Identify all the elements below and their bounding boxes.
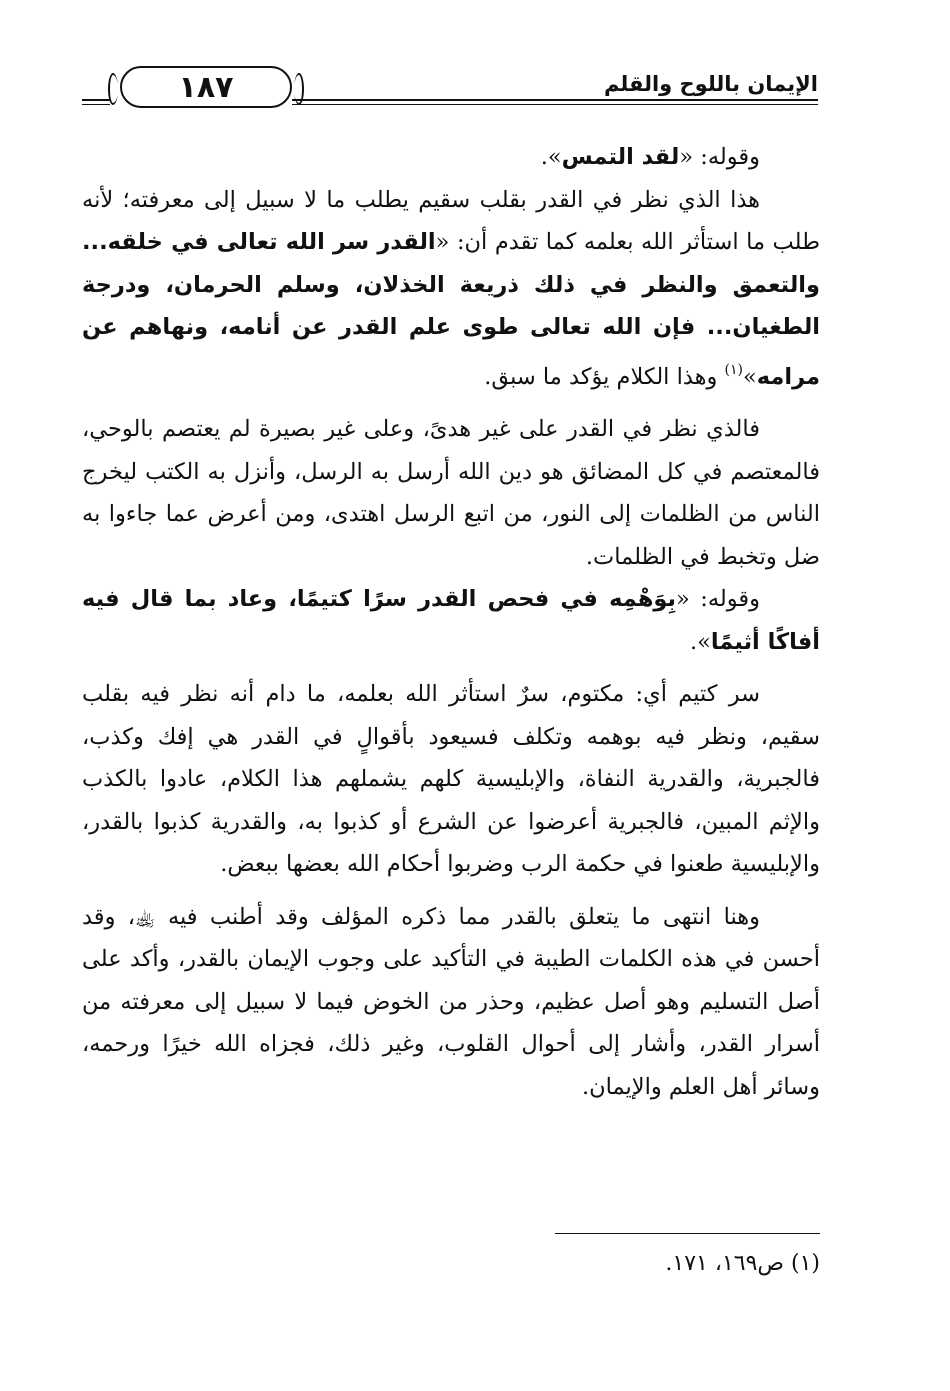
paragraph: فالذي نظر في القدر على غير هدىً، وعلى غير بصيرة لم يعتصم بالوحي، فالمعتصم في كل المضائق هو دين الله أرسل به الرسل، وأنزل به الكتب ليخرج الناس من الظلمات إلى النور، من اتبع الرسل اهتدى، ومن أعرض عما جاءوا به ضل وتخبط في الظلمات. — [82, 416, 820, 570]
running-title: الإيمان باللوح والقلم — [603, 72, 818, 96]
quoted-text: القدر سر الله تعالى في خلقه... والتعمق والنظر في ذلك ذريعة الخذلان، وسلم الحرمان، ودرجة الطغيان... فإن الله تعالى طوى علم القدر عن أنامه، ونهاهم عن مرامه — [82, 229, 820, 390]
paragraph: سر كتيم أي: مكتوم، سرٌ استأثر الله بعلمه، ما دام أنه نظر فيه بقلب سقيم، ونظر فيه بوهمه وتكلف فسيعود بأقوالٍ في القدر هي إفك وكذب، فالجبرية، والقدرية النفاة، والإبليسية كلهم يشملهم هذا الكلام، عادوا بالكذب والإثم المبين، فالجبرية أعرضوا عن الشرع أو كذبوا به، والقدرية كذبوا بالقدر، والإبليسية طعنوا في حكمة الرب وضربوا أحكام الله بعضها ببعض. — [82, 681, 820, 877]
header-rule — [292, 99, 818, 101]
page-number: ١٨٧ — [120, 66, 292, 108]
header-rule — [82, 99, 110, 101]
footnote: (١) ص١٦٩، ١٧١. — [665, 1251, 820, 1276]
quoted-text: بِوَهْمِه في فحص القدر سرًا كتيمًا، وعاد بما قال فيه أفاكًا أثيمًا — [82, 586, 820, 655]
footnote-marker: (١) — [724, 361, 743, 378]
paragraph: وقوله: «بِوَهْمِه في فحص القدر سرًا كتيمًا، وعاد بما قال فيه أفاكًا أثيمًا». — [82, 586, 820, 655]
header-rule — [292, 104, 818, 105]
header-rule — [82, 104, 110, 105]
main-text — [82, 136, 820, 1108]
quoted-text: لقد التمس — [561, 144, 680, 170]
paragraph: هذا الذي نظر في القدر بقلب سقيم يطلب ما لا سبيل إلى معرفته؛ لأنه طلب ما استأثر الله بعلمه كما تقدم أن: «القدر سر الله تعالى في خلقه... والتعمق والنظر في ذلك ذريعة الخذلان، وسلم الحرمان، ودرجة الطغيان... فإن الله تعالى طوى علم القدر عن أنامه، ونهاهم عن مرامه»$^{(١)}$ وهذا الكلام يؤكد ما سبق. — [82, 186, 820, 390]
footnote-separator — [555, 1233, 820, 1234]
paragraph: وقوله: «لقد التمس». — [540, 144, 760, 170]
page-header — [82, 62, 818, 122]
paragraph: وهنا انتهى ما يتعلق بالقدر مما ذكره المؤلف وقد أطنب فيه ﵀، وقد أحسن في هذه الكلمات الطيبة في التأكيد على وجوب الإيمان بالقدر، وأكد على أصل التسليم وهو أصل عظيم، وحذر من الخوض فيما لا سبيل إلى معرفته من أسرار القدر، وأشار إلى أحوال القلوب، وغير ذلك، فجزاه الله خيرًا ورحمه، وسائر أهل العلم والإيمان. — [82, 903, 820, 1100]
